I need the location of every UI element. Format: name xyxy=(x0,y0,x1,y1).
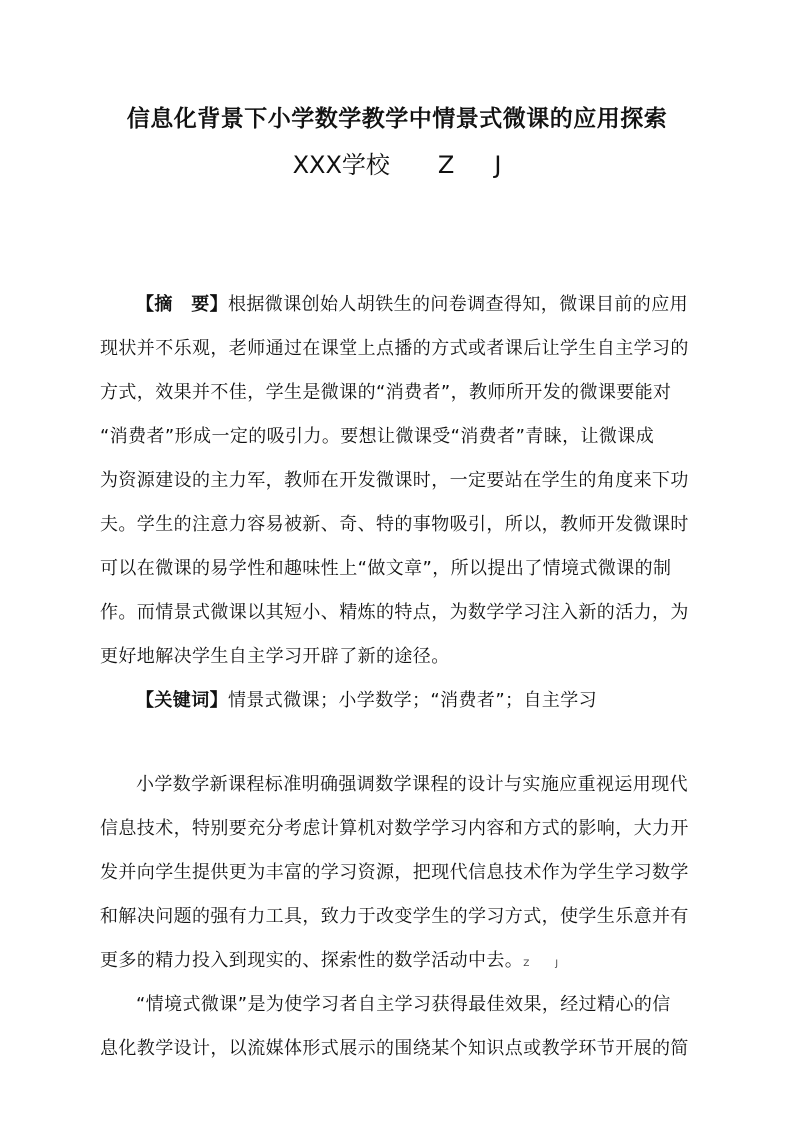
author-line xyxy=(0,145,794,180)
body-text: 更多的精力投入到现实的、探索性的数学活动中去。 xyxy=(100,950,524,971)
abstract-line: 更好地解决学生自主学习开辟了新的途径。 xyxy=(100,646,450,667)
keywords-text: 情景式微课；小学数学；“消费者”；自主学习 xyxy=(228,690,598,711)
keywords-label: 【关键词】 xyxy=(136,690,228,711)
body-line: 信息技术，特别要充分考虑计算机对数学学习内容和方式的影响，大力开 xyxy=(100,818,689,839)
body-line: 小学数学新课程标准明确强调数学课程的设计与实施应重视运用现代 xyxy=(136,774,688,795)
abstract-line: 方式，效果并不佳，学生是微课的“消费者”，教师所开发的微课要能对 xyxy=(100,382,672,403)
keywords-line xyxy=(136,686,700,712)
tiny-mark-2: J xyxy=(555,959,559,969)
body-line: “情境式微课”是为使学习者自主学习获得最佳效果，经过精心的信 xyxy=(136,994,671,1015)
abstract-line xyxy=(136,290,700,316)
body-line: 息化教学设计，以流媒体形式展示的围绕某个知识点或教学环节开展的简 xyxy=(100,1038,689,1059)
document-title: 信息化背景下小学数学教学中情景式微课的应用探索 xyxy=(126,106,668,132)
abstract-label: 【摘 要】 xyxy=(136,294,228,315)
abstract-line: 现状并不乐观，老师通过在课堂上点播的方式或者课后让学生自主学习的 xyxy=(100,338,689,359)
tiny-mark-1: Z xyxy=(523,959,530,969)
abstract-line: 为资源建设的主力军，教师在开发微课时，一定要站在学生的角度来下功 xyxy=(100,470,689,491)
body-line xyxy=(100,946,700,972)
abstract-line: 可以在微课的易学性和趣味性上“做文章”，所以提出了情境式微课的制 xyxy=(100,558,672,579)
author-school: XXX学校 xyxy=(292,151,390,179)
abstract-text: 根据微课创始人胡铁生的问卷调查得知，微课目前的应用 xyxy=(228,294,688,315)
author-initial-1: Z xyxy=(437,151,455,179)
author-initial-2: J xyxy=(494,151,502,179)
abstract-line: 作。而情景式微课以其短小、精炼的特点，为数学学习注入新的活力，为 xyxy=(100,602,689,623)
body-line: 和解决问题的强有力工具，致力于改变学生的学习方式，使学生乐意并有 xyxy=(100,906,689,927)
body-line: 发并向学生提供更为丰富的学习资源，把现代信息技术作为学生学习数学 xyxy=(100,862,689,883)
abstract-line: 夫。学生的注意力容易被新、奇、特的事物吸引，所以，教师开发微课时 xyxy=(100,514,689,535)
tiny-marks xyxy=(523,959,558,969)
abstract-line: “消费者”形成一定的吸引力。要想让微课受“消费者”青睐，让微课成 xyxy=(100,426,655,447)
